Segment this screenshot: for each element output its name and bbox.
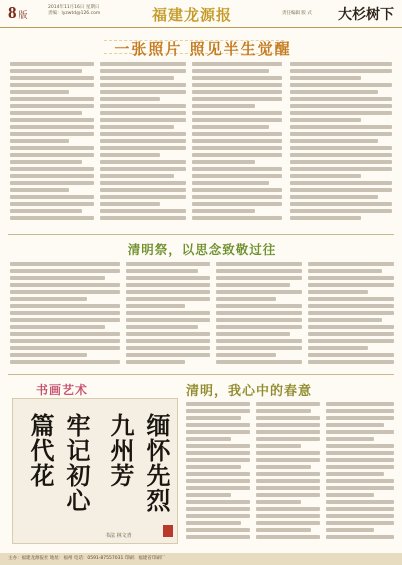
- article-column: [326, 402, 394, 548]
- article-column: [308, 262, 394, 370]
- section-title: 大杉树下: [338, 7, 394, 23]
- article-column: [256, 402, 320, 548]
- calligraphy-caption: 书法 林文青: [105, 533, 132, 539]
- article-column: [10, 62, 94, 228]
- page-number: 8 版: [8, 3, 28, 22]
- calligraphy-column: 九州芳: [106, 413, 135, 488]
- page-footer: 主办：福建龙源报社 地址：福州 电话：0591-87557031 印刷：福建省印刷厂: [0, 553, 402, 565]
- headline-qingming-tribute: 清明祭，以思念致敬过往: [127, 242, 277, 257]
- headline-photo-article: 一张照片 照见半生觉醒: [114, 40, 292, 58]
- article-column: [126, 262, 210, 370]
- article-column: [10, 262, 120, 370]
- article-column: [100, 62, 186, 228]
- article-column: [290, 62, 392, 228]
- article-column: [186, 402, 250, 548]
- issue-date: 2014年11月16日 星期日 责编：lyzwtd@126.com: [48, 5, 101, 16]
- article-column: [192, 62, 282, 228]
- masthead: [0, 0, 402, 28]
- seal-stamp: [163, 525, 173, 537]
- calligraphy-column: 牢记初心: [62, 413, 91, 513]
- calligraphy-column: 缅怀先烈: [142, 413, 171, 513]
- calligraphy-artwork: [12, 398, 178, 544]
- article-column: [216, 262, 302, 370]
- section-divider: [8, 234, 394, 235]
- editor-meta: 责任编辑 版 式: [282, 11, 312, 16]
- calligraphy-column: 篇代花: [26, 413, 55, 488]
- newspaper-title: 福建龙源报: [152, 6, 233, 24]
- calligraphy-section-title: 书画艺术: [36, 383, 89, 397]
- section-divider: [8, 374, 394, 375]
- headline-qingming-spring: 清明，我心中的春意: [186, 384, 313, 399]
